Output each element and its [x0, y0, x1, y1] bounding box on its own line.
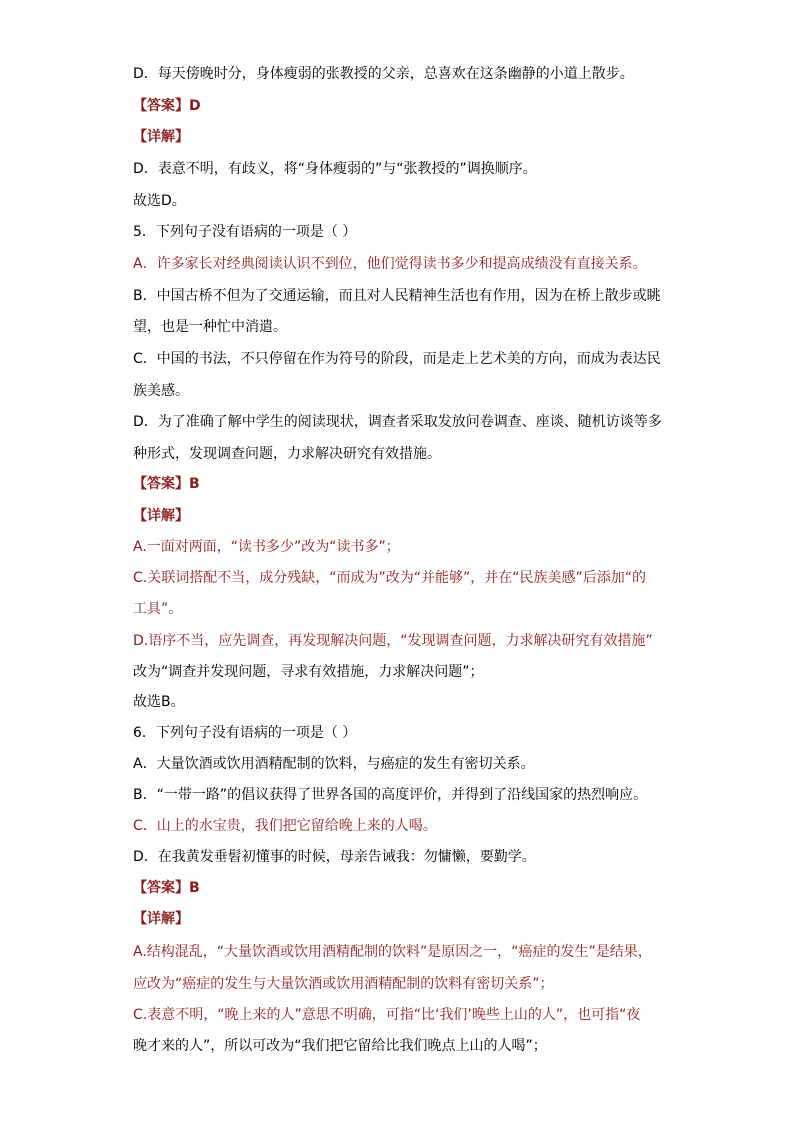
explanation-line: C.表意不明，“晚上来的人”意思不明确，可指“比‘我们’晚些上山的人”，也可指“夜 [133, 1007, 641, 1023]
option-b-cont: 望，也是一种忙中消遣。 [133, 319, 287, 335]
text-line: D．表意不明，有歧义，将“身体瘦弱的”与“张教授的”调换顺序。 [133, 161, 537, 177]
explanation-line: 改为“调查并发现问题，寻求有效措施，力求解决问题”； [133, 664, 484, 680]
question-stem: 5．下列句子没有语病的一项是（ ） [133, 224, 357, 240]
question-stem: 6．下列句子没有语病的一项是（ ） [133, 725, 357, 741]
explanation-line: 应改为“癌症的发生与大量饮酒或饮用酒精配制的饮料有密切关系”； [133, 976, 554, 992]
answer-label: 【答案】B [133, 476, 200, 492]
option-a: A．大量饮酒或饮用酒精配制的饮料，与癌症的发生有密切关系。 [133, 756, 535, 772]
text-line: D．每天傍晚时分，身体瘦弱的张教授的父亲，总喜欢在这条幽静的小道上散步。 [133, 66, 634, 82]
text-line: 故选D。 [133, 193, 186, 209]
answer-label: 【答案】B [133, 880, 200, 896]
explanation-label: 【详解】 [133, 911, 189, 927]
explanation-line: C.关联词搭配不当，成分残缺，“而成为”改为“并能够”，并在“民族美感”后添加“的 [133, 570, 646, 586]
option-b: B．“一带一路”的倡议获得了世界各国的高度评价，并得到了沿线国家的热烈响应。 [133, 787, 648, 803]
explanation-line: A.一面对两面，“读书多少”改为“读书多”； [133, 539, 400, 555]
explanation-line: D.语序不当，应先调查，再发现解决问题，“发现调查问题，力求解决研究有效措施” [133, 633, 653, 649]
explanation-line: A.结构混乱，“大量饮酒或饮用酒精配制的饮料”是原因之一，“癌症的发生”是结果， [133, 944, 652, 960]
option-d: D．为了准确了解中学生的阅读现状，调查者采取发放问卷调查、座谈、随机访谈等多 [133, 414, 662, 430]
option-d-cont: 种形式，发现调查问题，力求解决研究有效措施。 [133, 446, 441, 462]
text-line: 故选B。 [133, 694, 185, 710]
explanation-label: 【详解】 [133, 129, 189, 145]
explanation-line: 晚才来的人”，所以可改为“我们把它留给比我们晚点上山的人喝”； [133, 1038, 547, 1054]
explanation-line: 工具”。 [133, 601, 183, 617]
option-c: C．山上的水宝贵，我们把它留给晚上来的人喝。 [133, 818, 437, 834]
option-a: A．许多家长对经典阅读认识不到位，他们觉得读书多少和提高成绩没有直接关系。 [133, 256, 647, 272]
option-d: D．在我黄发垂髫初懂事的时候，母亲告诫我：勿慵懒，要勤学。 [133, 849, 536, 865]
answer-label: 【答案】D [133, 98, 201, 114]
explanation-label: 【详解】 [133, 508, 189, 524]
option-b: B．中国古桥不但为了交通运输，而且对人民精神生活也有作用，因为在桥上散步或眺 [133, 288, 661, 304]
option-c-cont: 族美感。 [133, 383, 189, 399]
option-c: C．中国的书法，不只停留在作为符号的阶段，而是走上艺术美的方向，而成为表达民 [133, 351, 661, 367]
